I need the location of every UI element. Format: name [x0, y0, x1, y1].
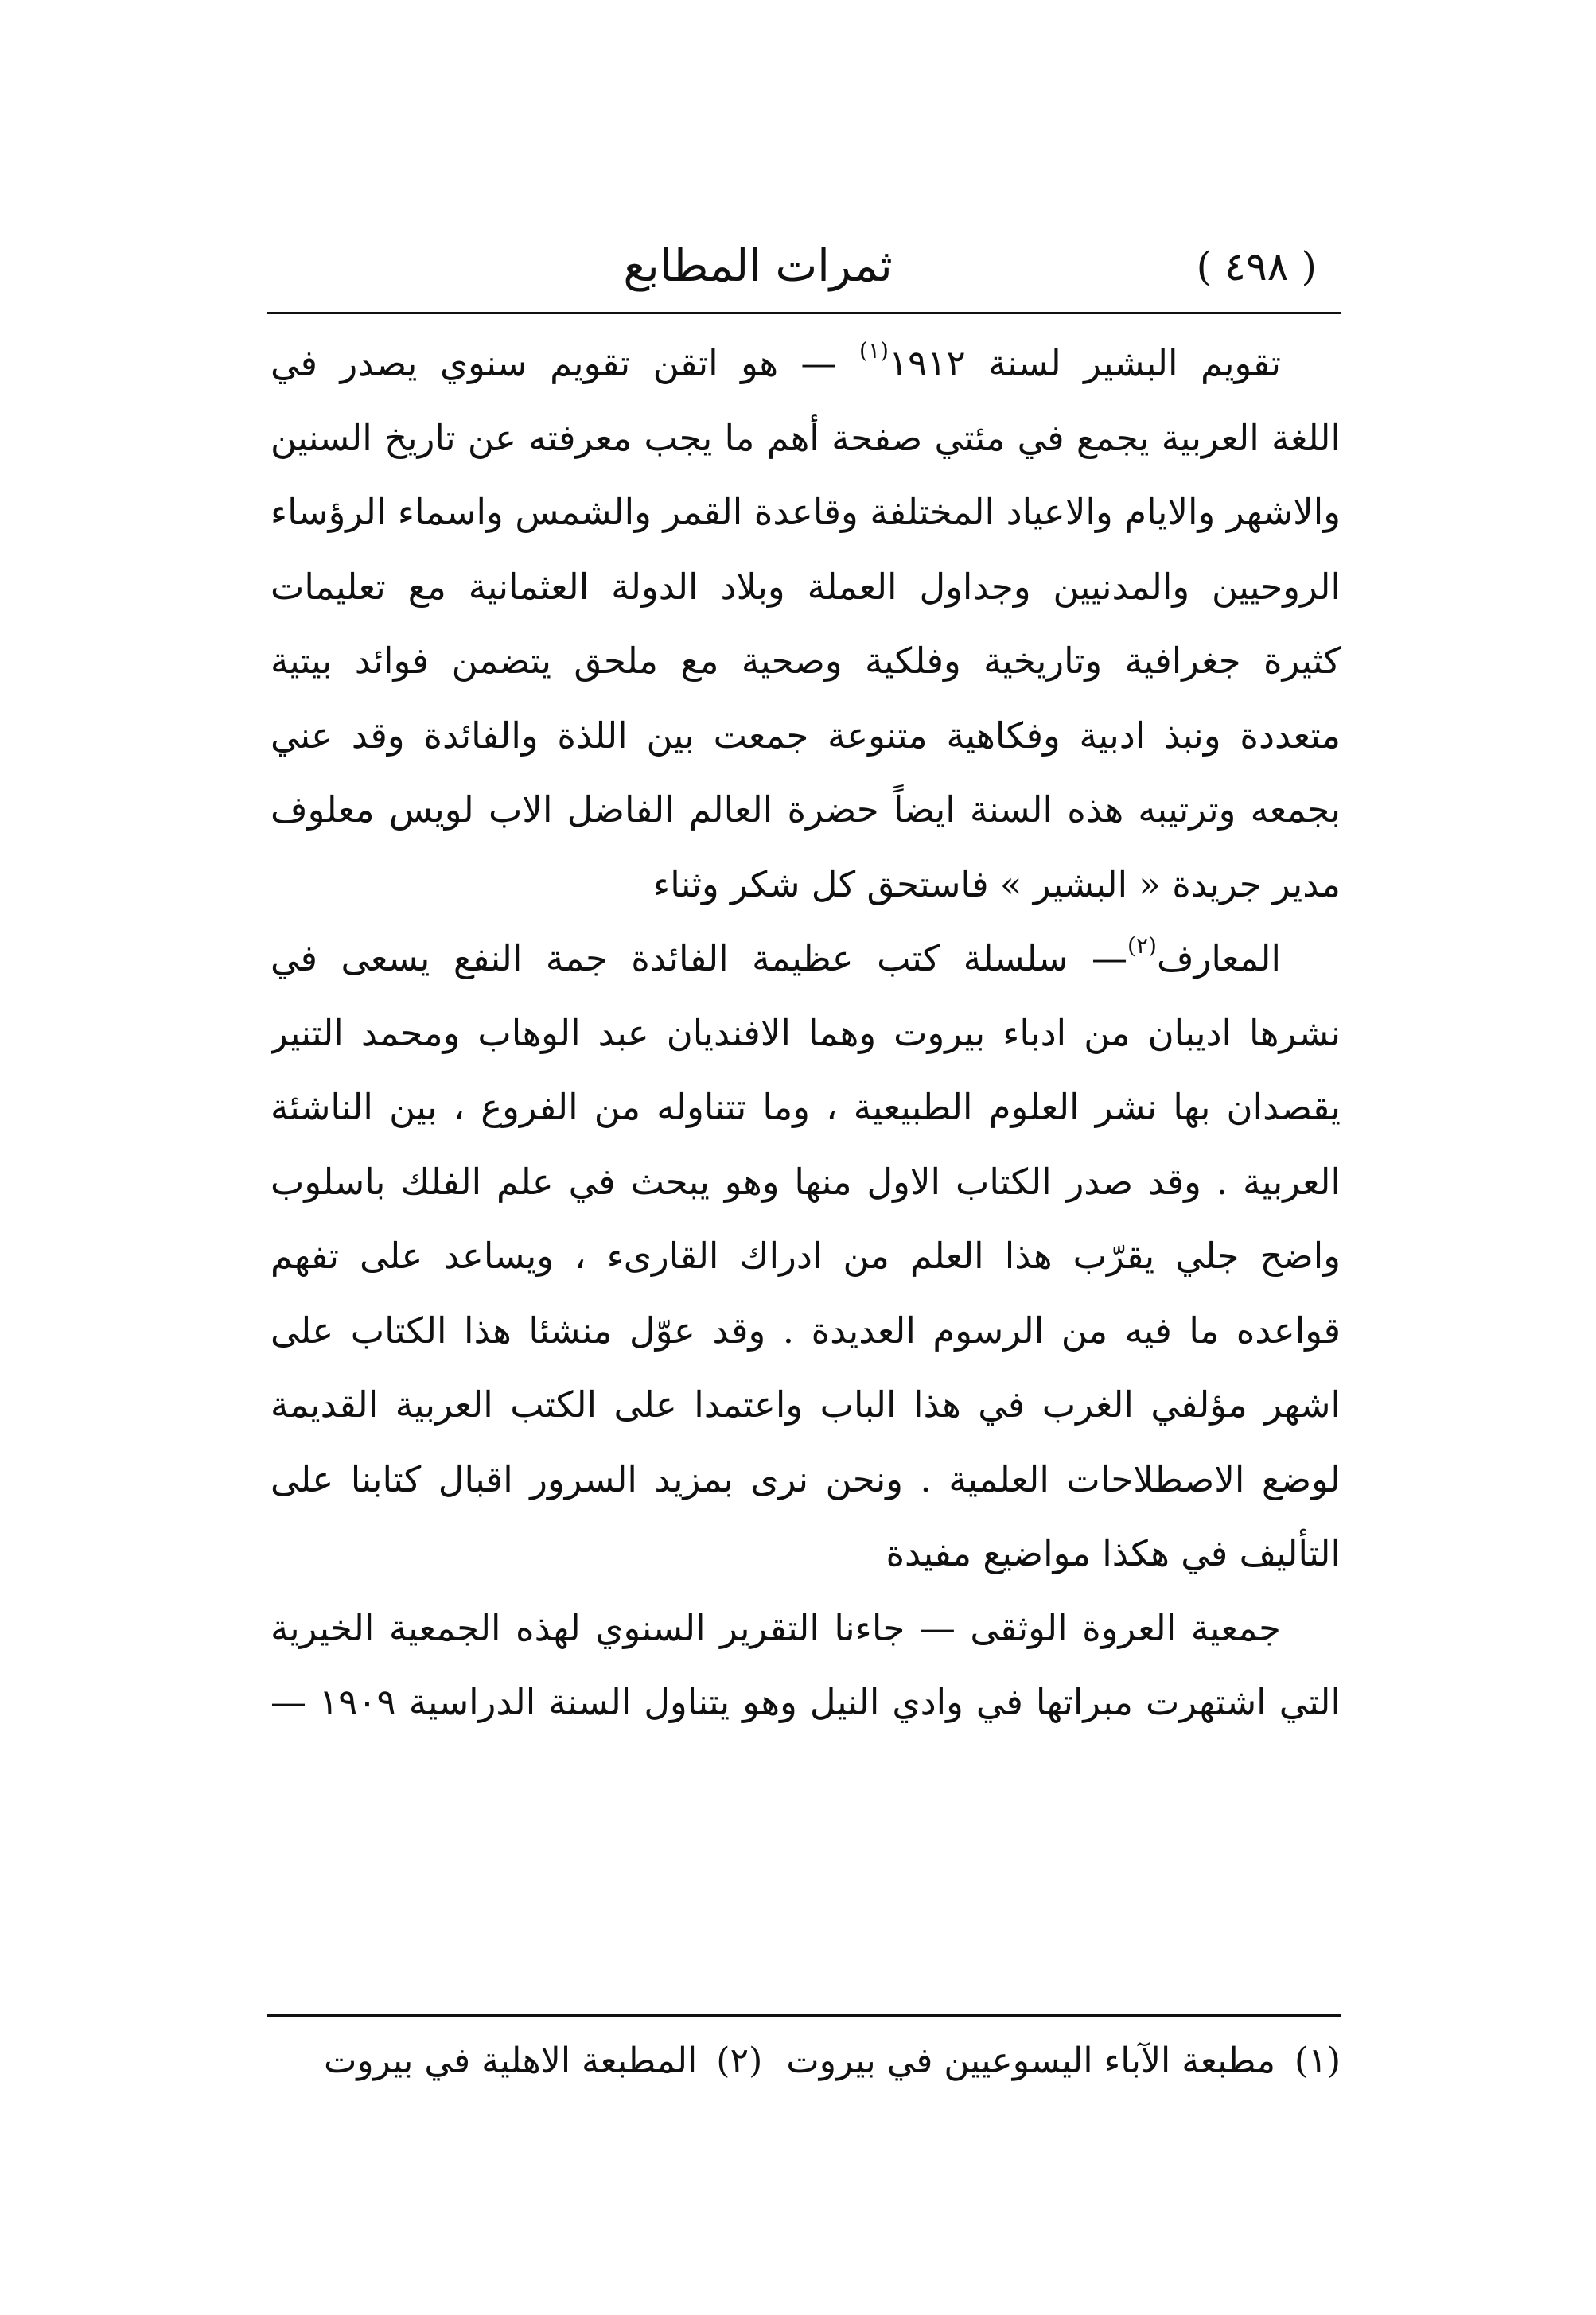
- footnote-number: (١): [1294, 2041, 1341, 2081]
- text-line: المعارف$^{(٢)}$— سلسلة كتب عظيمة الفائدة جمة النفع يسعى في: [271, 932, 1281, 979]
- entry-title: المعارف: [1156, 937, 1281, 979]
- text-line: لوضع الاصطلاحات العلمية . ونحن نرى بمزيد السرور اقبال كتابنا على: [271, 1457, 1341, 1500]
- footnote-rule: [267, 2014, 1341, 2017]
- text-line: الروحيين والمدنيين وجداول العملة وبلاد الدولة العثمانية مع تعليمات: [271, 565, 1341, 608]
- text-line: اشهر مؤلفي الغرب في هذا الباب واعتمدا على الكتب العربية القديمة: [271, 1383, 1341, 1426]
- text-line: يقصدان بها نشر العلوم الطبيعية ، وما تتناوله من الفروع ، بين الناشئة: [271, 1086, 1341, 1128]
- running-title: ثمرات المطابع: [623, 240, 893, 292]
- footnote-text: المطبعة الاهلية في بيروت: [323, 2041, 698, 2081]
- page-header: [271, 231, 1341, 302]
- footnotes: [271, 2025, 1341, 2098]
- page-number: ( ٤٩٨ ): [1196, 243, 1317, 290]
- footnote-number: (٢): [716, 2041, 763, 2081]
- text-line: التأليف في هكذا مواضيع مفيدة: [886, 1532, 1341, 1574]
- text-line: والاشهر والايام والاعياد المختلفة وقاعدة القمر والشمس واسماء الرؤساء: [271, 491, 1341, 533]
- text-line: نشرها اديبان من ادباء بيروت وهما الافنديان عبد الوهاب ومحمد التنير: [271, 1011, 1341, 1054]
- body-text: [271, 326, 1341, 1740]
- text-line: قواعده ما فيه من الرسوم العديدة . وقد عوّل منشئا هذا الكتاب على: [271, 1309, 1341, 1352]
- text-line: واضح جلي يقرّب هذا العلم من ادراك القارىء ، ويساعد على تفهم: [271, 1235, 1341, 1277]
- text-line: كثيرة جغرافية وتاريخية وفلكية وصحية مع ملحق يتضمن فوائد بيتية: [271, 640, 1341, 682]
- header-rule: [267, 312, 1341, 314]
- footnote-ref: (١): [859, 337, 889, 364]
- text-line: متعددة ونبذ ادبية وفكاهية متنوعة جمعت بين اللذة والفائدة وقد عني: [271, 714, 1341, 757]
- text-line: العربية . وقد صدر الكتاب الاول منها وهو يبحث في علم الفلك باسلوب: [271, 1160, 1341, 1203]
- footnote-ref: (٢): [1127, 932, 1157, 959]
- text-line: مدير جريدة « البشير » فاستحق كل شكر وثناء: [653, 862, 1341, 905]
- footnote-text: مطبعة الآباء اليسوعيين في بيروت: [786, 2041, 1276, 2081]
- entry-title: تقويم البشير لسنة ١٩١٢: [888, 342, 1281, 384]
- text-line: تقويم البشير لسنة ١٩١٢$^{(١)}$ — هو اتقن تقويم سنوي يصدر في: [271, 337, 1281, 384]
- text-line: التي اشتهرت مبراتها في وادي النيل وهو يتناول السنة الدراسية ١٩٠٩ —: [271, 1681, 1341, 1723]
- text-line: بجمعه وترتيبه هذه السنة ايضاً حضرة العالم الفاضل الاب لويس معلوف: [271, 788, 1341, 831]
- text-line: جمعية العروة الوثقى — جاءنا التقرير السنوي لهذه الجمعية الخيرية: [271, 1606, 1281, 1649]
- text-line: اللغة العربية يجمع في مئتي صفحة أهم ما يجب معرفته عن تاريخ السنين: [271, 416, 1341, 459]
